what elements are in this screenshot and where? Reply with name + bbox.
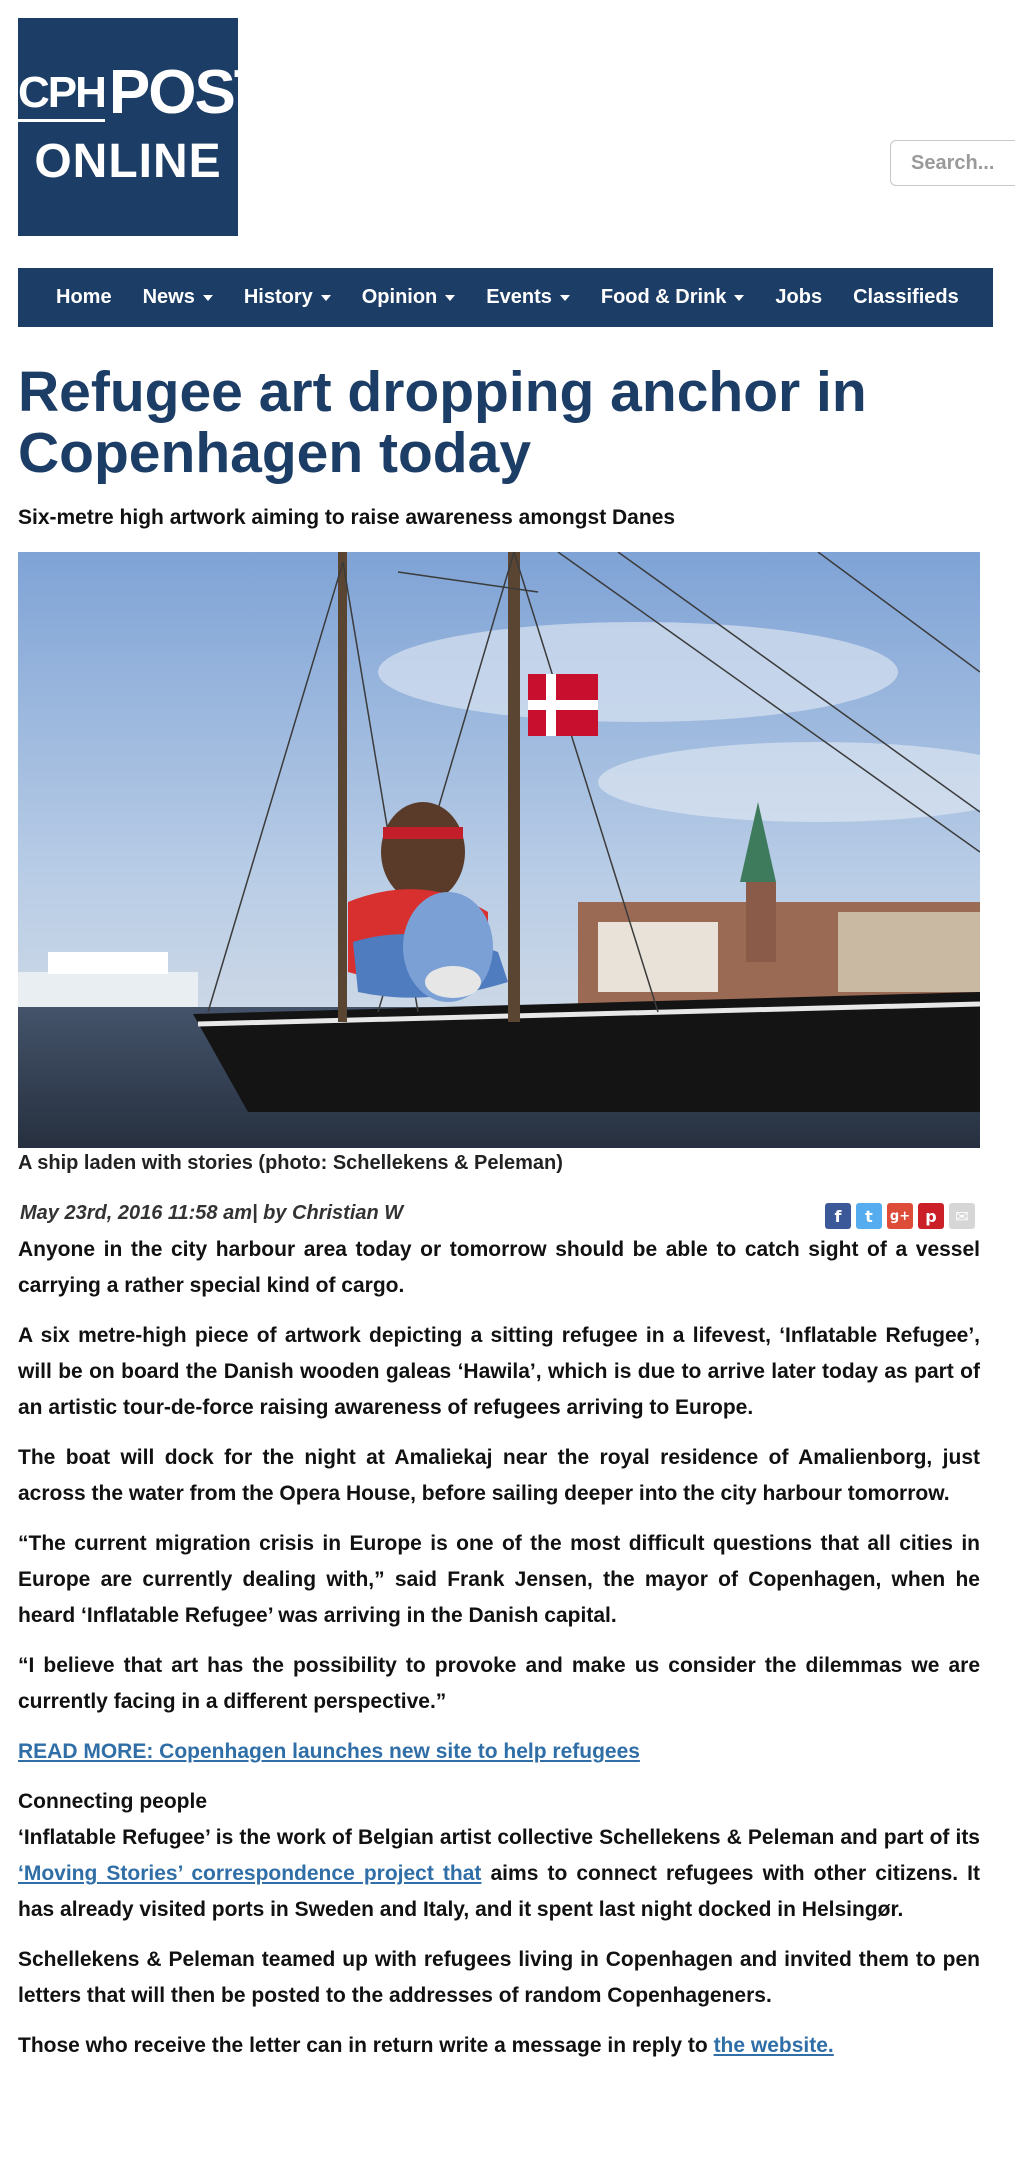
- pinterest-icon[interactable]: p: [918, 1203, 944, 1229]
- article-subtitle: Six-metre high artwork aiming to raise awareness amongst Danes: [18, 506, 676, 529]
- twitter-icon[interactable]: t: [856, 1203, 882, 1229]
- chevron-down-icon: [560, 295, 570, 301]
- nav-item-classifieds[interactable]: Classifieds: [853, 286, 959, 308]
- paragraph-2: A six metre-high piece of artwork depicting a sitting refugee in a lifevest, ‘Inflatable Refugee’, will be on board the Danish wooden galeas ‘Hawila’, which is due to arrive later today as part of an artistic tour-de-force raising awareness of refugees arriving to Europe.: [18, 1324, 980, 1419]
- article-body: [18, 1232, 980, 2078]
- paragraph-3: The boat will dock for the night at Amaliekaj near the royal residence of Amalienborg, just across the water from the Opera House, before sailing deeper into the city harbour tomorrow.: [18, 1446, 980, 1505]
- email-icon[interactable]: ✉: [949, 1203, 975, 1229]
- section-heading: Connecting people: [18, 1790, 207, 1813]
- nav-item-opinion[interactable]: Opinion: [362, 286, 456, 309]
- chevron-down-icon: [734, 295, 744, 301]
- nav-item-events[interactable]: Events: [486, 286, 570, 309]
- search-input[interactable]: [890, 140, 1015, 186]
- nav-item-news[interactable]: News: [143, 286, 213, 309]
- article-photo: [18, 552, 980, 1148]
- chevron-down-icon: [321, 295, 331, 301]
- chevron-down-icon: [445, 295, 455, 301]
- read-more-link[interactable]: READ MORE: Copenhagen launches new site to help refugees: [18, 1740, 640, 1763]
- main-nav: [18, 268, 993, 327]
- paragraph-8: Those who receive the letter can in return write a message in reply to the website.: [18, 2034, 834, 2057]
- paragraph-7: Schellekens & Peleman teamed up with refugees living in Copenhagen and invited them to pen letters that will then be posted to the addresses of random Copenhageners.: [18, 1948, 980, 2007]
- nav-item-history[interactable]: History: [244, 286, 331, 309]
- google-plus-icon[interactable]: g+: [887, 1203, 913, 1229]
- read-more-paragraph: [18, 1734, 980, 1770]
- paragraph-4: “The current migration crisis in Europe is one of the most difficult questions that all cities in Europe are currently dealing with,” said Frank Jensen, the mayor of Copenhagen, when he heard ‘Inflatable Refugee’ was arriving in the Danish capital.: [18, 1532, 980, 1627]
- facebook-icon[interactable]: f: [825, 1203, 851, 1229]
- paragraph-1: Anyone in the city harbour area today or tomorrow should be able to catch sight of a vessel carrying a rather special kind of cargo.: [18, 1238, 980, 1297]
- paragraph-5: “I believe that art has the possibility to provoke and make us consider the dilemmas we are currently facing in a different perspective.”: [18, 1654, 980, 1713]
- article-byline: May 23rd, 2016 11:58 am| by Christian W: [20, 1202, 404, 1224]
- site-logo[interactable]: [18, 18, 270, 236]
- share-icons: [825, 1203, 975, 1229]
- logo-line-2: ONLINE: [34, 135, 222, 188]
- nav-item-home[interactable]: Home: [56, 286, 112, 308]
- photo-caption: A ship laden with stories (photo: Schellekens & Peleman): [18, 1152, 563, 1174]
- paragraph-6: ‘Inflatable Refugee’ is the work of Belgian artist collective Schellekens & Peleman and part of its ‘Moving Stories’ correspondence project that aims to connect refugees with other citizens. It has already visited ports in Sweden and Italy, and it spent last night docked in Helsingør.: [18, 1826, 980, 1921]
- article-headline: Refugee art dropping anchor in Copenhagen today: [18, 360, 867, 485]
- logo-line-1: CPHPOST: [18, 58, 270, 127]
- nav-item-food-drink[interactable]: Food & Drink: [601, 286, 745, 309]
- chevron-down-icon: [203, 295, 213, 301]
- nav-item-jobs[interactable]: Jobs: [775, 286, 823, 308]
- website-link[interactable]: the website.: [713, 2034, 834, 2057]
- moving-stories-link[interactable]: ‘Moving Stories’ correspondence project that: [18, 1862, 482, 1885]
